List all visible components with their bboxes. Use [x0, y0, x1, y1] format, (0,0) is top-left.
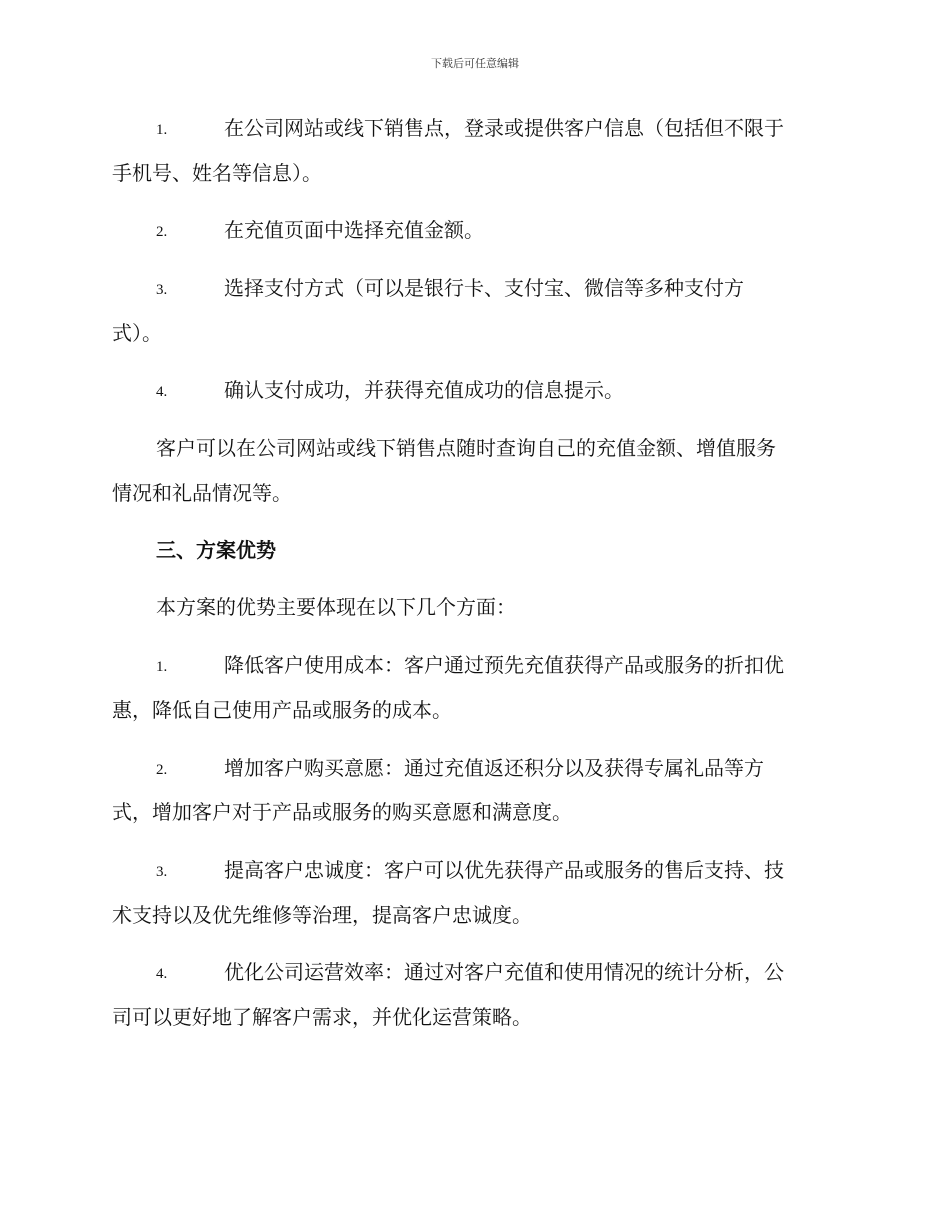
list-item-number: 1.	[156, 659, 168, 675]
list-item-text: 优化公司运营效率：通过对客户充值和使用情况的统计分析，公	[224, 960, 784, 984]
list-item-text: 确认支付成功，并获得充值成功的信息提示。	[224, 378, 624, 402]
list-item-text: 在公司网站或线下销售点，登录或提供客户信息（包括但不限于	[224, 116, 784, 140]
list-item-text: 降低客户使用成本：客户通过预先充值获得产品或服务的折扣优	[224, 653, 784, 677]
list-item-number: 3.	[156, 864, 168, 880]
list-item-text: 在充值页面中选择充值金额。	[224, 218, 484, 242]
list-item-text-continued: 式，增加客户对于产品或服务的购买意愿和满意度。	[112, 800, 572, 824]
list-item-text-continued: 惠，降低自己使用产品或服务的成本。	[112, 698, 452, 722]
list-item-number: 1.	[156, 122, 168, 138]
page-header: 下载后可任意编辑	[431, 57, 519, 70]
list-item-text-continued: 手机号、姓名等信息）。	[112, 161, 322, 185]
list-item-number: 2.	[156, 762, 168, 778]
list-item-number: 4.	[156, 966, 168, 982]
section-intro: 本方案的优势主要体现在以下几个方面：	[156, 595, 516, 619]
list-item-text-continued: 式）。	[112, 321, 162, 345]
list-item-number: 2.	[156, 224, 168, 240]
list-item-text-continued: 司可以更好地了解客户需求，并优化运营策略。	[112, 1005, 532, 1029]
list-item-text-continued: 术支持以及优先维修等治理，提高客户忠诚度。	[112, 903, 532, 927]
section-heading: 三、方案优势	[156, 538, 276, 562]
list-item-text: 增加客户购买意愿：通过充值返还积分以及获得专属礼品等方	[224, 756, 764, 780]
paragraph-line: 情况和礼品情况等。	[112, 481, 292, 505]
list-item-text: 选择支付方式（可以是银行卡、支付宝、微信等多种支付方	[224, 276, 744, 300]
list-item-number: 4.	[156, 384, 168, 400]
paragraph-line: 客户可以在公司网站或线下销售点随时查询自己的充值金额、增值服务	[156, 436, 776, 460]
list-item-number: 3.	[156, 282, 168, 298]
list-item-text: 提高客户忠诚度：客户可以优先获得产品或服务的售后支持、技	[224, 858, 784, 882]
